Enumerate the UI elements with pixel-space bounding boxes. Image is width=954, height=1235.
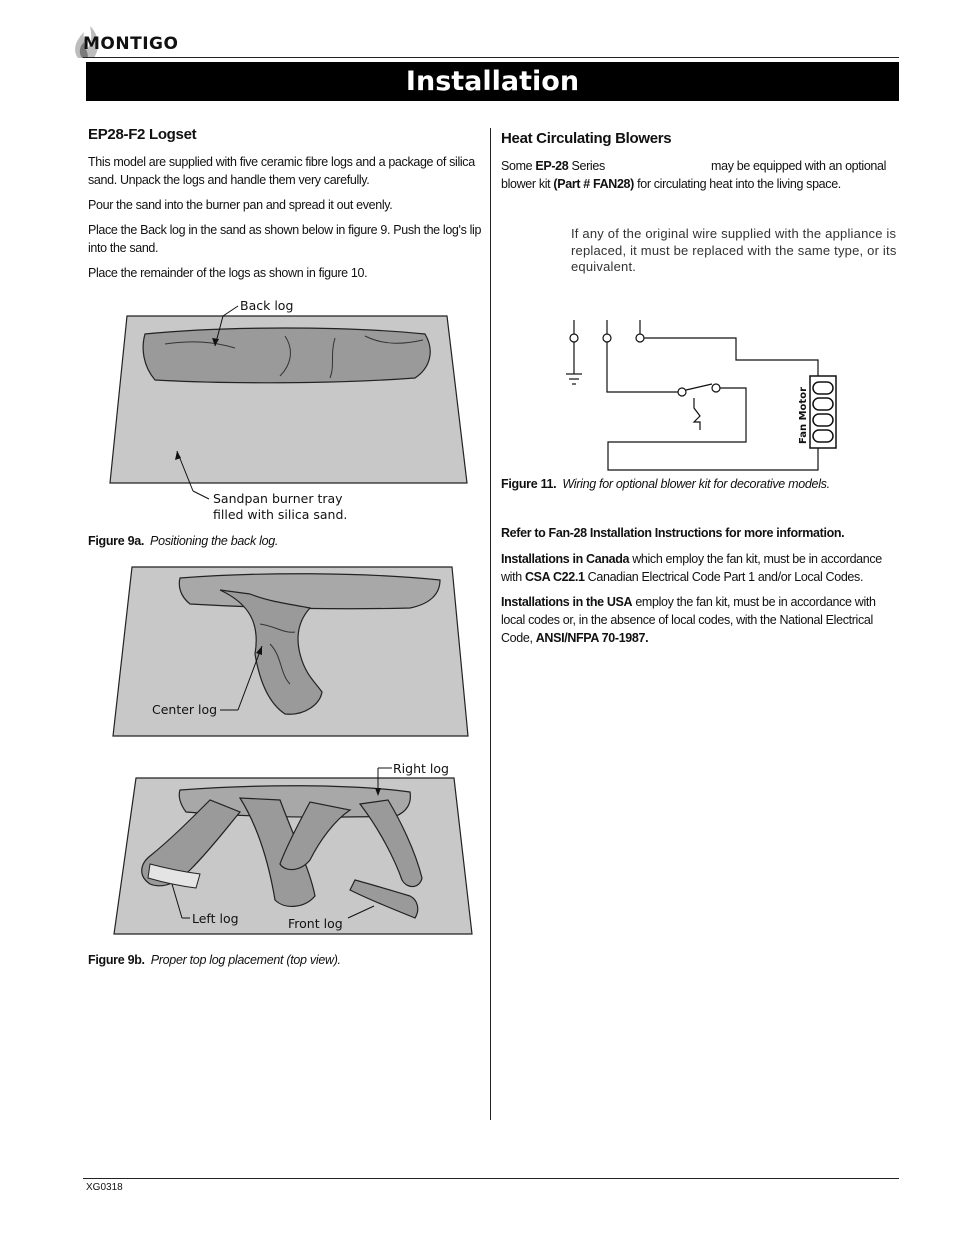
intro-paragraph (501, 157, 901, 193)
refer-instructions: Refer to Fan-28 Installation Instructions for more information. (501, 526, 845, 540)
label-sandpan: Sandpan burner tray (213, 491, 343, 506)
caption-number: Figure 9b. (88, 953, 145, 967)
column-divider (490, 128, 491, 1120)
figure-9a-caption (88, 534, 278, 548)
paragraph: This model are supplied with five ceramic fibre logs and a package of silica sand. Unpack the logs and handle them very carefully. (88, 155, 475, 187)
page-title: Installation (86, 62, 899, 101)
bold-run: Installations in the USA (501, 595, 633, 609)
label-silica-sand: filled with silica sand. (213, 507, 348, 522)
figure-9b-top-logs (110, 760, 474, 940)
document-code: XG0318 (86, 1182, 123, 1193)
figure-center-log (110, 564, 472, 740)
part-number: (Part # FAN28) (553, 177, 634, 191)
bold-run: Installations in Canada (501, 552, 630, 566)
text-run: Some (501, 159, 536, 173)
right-column (501, 130, 901, 200)
figure-9b-caption (88, 953, 341, 967)
header-rule (83, 57, 899, 58)
paragraph: Place the remainder of the logs as shown in figure 10. (88, 266, 368, 280)
caption-number: Figure 9a. (88, 534, 145, 548)
label-center-log: Center log (152, 702, 218, 717)
text-run: for circulating heat into the living space. (633, 177, 841, 191)
paragraph: Place the Back log in the sand as shown below in figure 9. Push the log's lip into the sand. (88, 223, 482, 255)
figure-9a-back-log (105, 296, 475, 526)
fan-motor-label: Fan Motor (798, 387, 809, 444)
label-left-log: Left log (192, 911, 239, 926)
canada-paragraph (501, 550, 901, 586)
label-front-log: Front log (288, 916, 343, 931)
text-run: which employ the fan kit, must be in accordance with (501, 552, 882, 584)
label-right-log: Right log (393, 761, 449, 776)
caption-text: Wiring for optional blower kit for decorative models. (562, 477, 830, 491)
footer-rule (83, 1178, 899, 1179)
model-number: EP-28 (535, 159, 569, 173)
left-column (88, 126, 484, 289)
figure-11-caption (501, 477, 830, 491)
label-back-log: Back log (240, 298, 294, 313)
figure-11-wiring-diagram (560, 312, 850, 472)
caption-text: Proper top log placement (top view). (150, 953, 341, 967)
paragraph: Pour the sand into the burner pan and spread it out evenly. (88, 198, 393, 212)
text-run: employ the fan kit, must be in accordance with local codes or, in the absence of local codes, with the National Electrical Code, (501, 595, 876, 645)
section-heading-logset: EP28-F2 Logset (88, 126, 197, 143)
text-run: Canadian Electrical Code Part 1 and/or Local Codes. (584, 570, 864, 584)
caption-text: Positioning the back log. (150, 534, 279, 548)
usa-paragraph (501, 593, 901, 647)
wire-replacement-note: If any of the original wire supplied with the appliance is replaced, it must be replaced with the same type, or its equivalent. (571, 226, 897, 274)
section-heading-blowers: Heat Circulating Blowers (501, 130, 672, 147)
bold-run: ANSI/NFPA 70-1987. (535, 631, 649, 645)
text-run: Series may be equipped with an optional blower kit (501, 159, 890, 191)
caption-number: Figure 11. (501, 477, 557, 491)
bold-run: CSA C22.1 (524, 570, 585, 584)
right-column-lower (501, 524, 901, 654)
brand-logo: MONTIGO (83, 34, 179, 54)
